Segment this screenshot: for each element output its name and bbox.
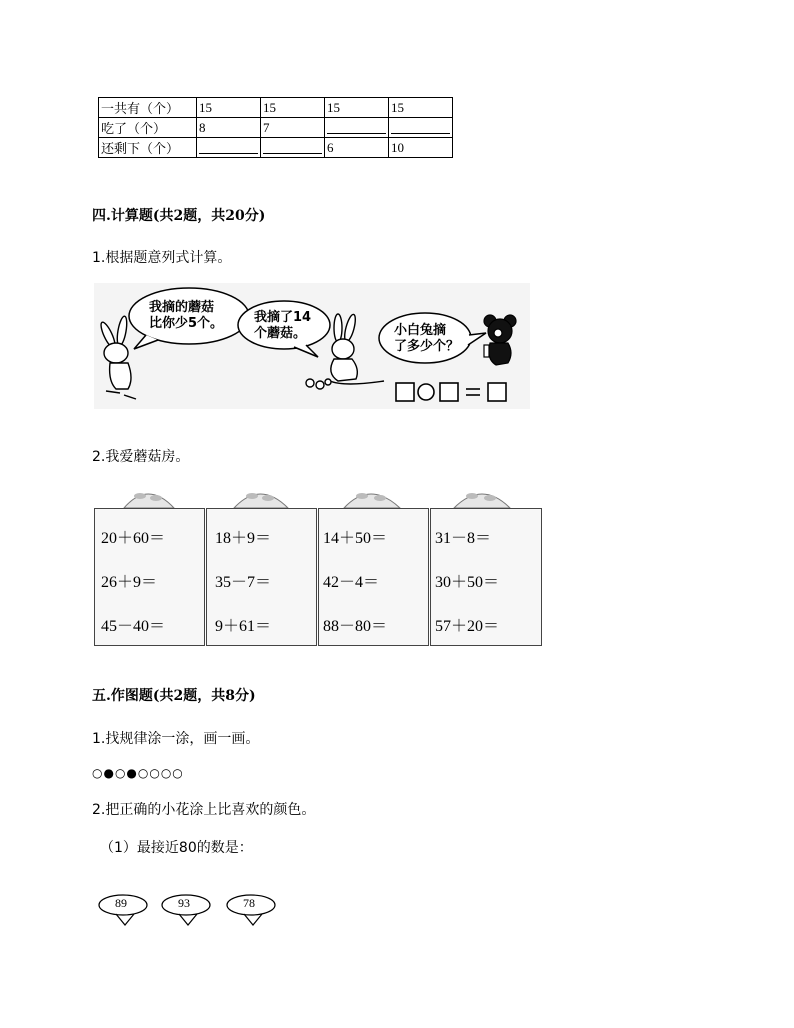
equation-boxes <box>396 383 506 401</box>
bubble-2-line-2: 个蘑菇。 <box>254 326 307 341</box>
mushroom-houses <box>94 478 542 645</box>
table-cell: 7 <box>261 118 325 138</box>
circle-pattern[interactable]: ○●○●○○○○ <box>92 766 184 780</box>
flower-78[interactable]: 78 <box>243 896 255 910</box>
bubble-text-2 <box>254 310 311 342</box>
row-label: 吃了（个） <box>99 118 197 138</box>
table-cell: 15 <box>197 98 261 118</box>
question-2-prompt: 2.我爱蘑菇房。 <box>92 449 190 465</box>
question-2-prompt: 2.把正确的小花涂上比喜欢的颜色。 <box>92 802 316 818</box>
row-label: 还剩下（个） <box>99 138 197 158</box>
equation: 30＋50＝ <box>435 574 500 591</box>
rabbit-scene-illustration <box>94 283 530 409</box>
answer-blank[interactable] <box>261 138 325 158</box>
question-1-prompt: 1.根据题意列式计算。 <box>92 250 232 266</box>
table-cell: 15 <box>261 98 325 118</box>
bubble-2-line-1: 我摘了14 <box>254 310 312 325</box>
equation: 20＋60＝ <box>101 530 166 547</box>
table-row <box>99 98 453 118</box>
house-1 <box>94 508 205 646</box>
answer-blank[interactable] <box>325 118 389 138</box>
house-2 <box>206 508 317 646</box>
table-cell: 10 <box>389 138 453 158</box>
flower-shapes <box>98 893 298 933</box>
blank-line <box>391 119 450 134</box>
blank-line <box>263 139 322 154</box>
equation: 9＋61＝ <box>215 618 272 635</box>
table-cell: 15 <box>389 98 453 118</box>
equation: 26＋9＝ <box>101 574 158 591</box>
equation: 88－80＝ <box>323 618 388 635</box>
mushroom-roofs <box>94 478 542 510</box>
bubble-text-3 <box>394 323 459 355</box>
table-row <box>99 118 453 138</box>
equation: 31－8＝ <box>435 530 492 547</box>
rabbit-left <box>98 316 136 399</box>
flower-89[interactable]: 89 <box>115 896 127 910</box>
blank-line <box>199 139 258 154</box>
table-row <box>99 138 453 158</box>
table-cell: 8 <box>197 118 261 138</box>
flower-93[interactable]: 93 <box>178 896 190 910</box>
bubble-1-line-1: 我摘的蘑菇 <box>149 300 215 315</box>
sub-question-1: （1）最接近80的数是： <box>100 840 253 856</box>
blank-line <box>327 119 386 134</box>
equation: 45－40＝ <box>101 618 166 635</box>
section-heading-draw: 五.作图题(共2题，共8分) <box>92 688 256 704</box>
section-heading-calc: 四.计算题(共2题，共20分) <box>92 208 266 224</box>
bubble-text-1 <box>149 300 223 332</box>
equation: 42－4＝ <box>323 574 380 591</box>
flower-options <box>98 893 298 933</box>
bear-character <box>484 315 516 365</box>
equation: 57＋20＝ <box>435 618 500 635</box>
table-cell: 15 <box>325 98 389 118</box>
answer-blank[interactable] <box>197 138 261 158</box>
answer-blank[interactable] <box>389 118 453 138</box>
equation: 14＋50＝ <box>323 530 388 547</box>
table-cell: 6 <box>325 138 389 158</box>
equation: 35－7＝ <box>215 574 272 591</box>
row-label: 一共有（个） <box>99 98 197 118</box>
question-1-prompt: 1.找规律涂一涂，画一画。 <box>92 731 260 747</box>
bubble-3-line-1: 小白兔摘 <box>394 323 447 338</box>
house-4 <box>430 508 542 646</box>
house-3 <box>318 508 429 646</box>
equation: 18＋9＝ <box>215 530 272 547</box>
bubble-3-line-2: 了多少个？ <box>394 339 460 354</box>
bubble-1-line-2: 比你少5个。 <box>149 316 224 331</box>
mushroom-table <box>98 97 453 158</box>
